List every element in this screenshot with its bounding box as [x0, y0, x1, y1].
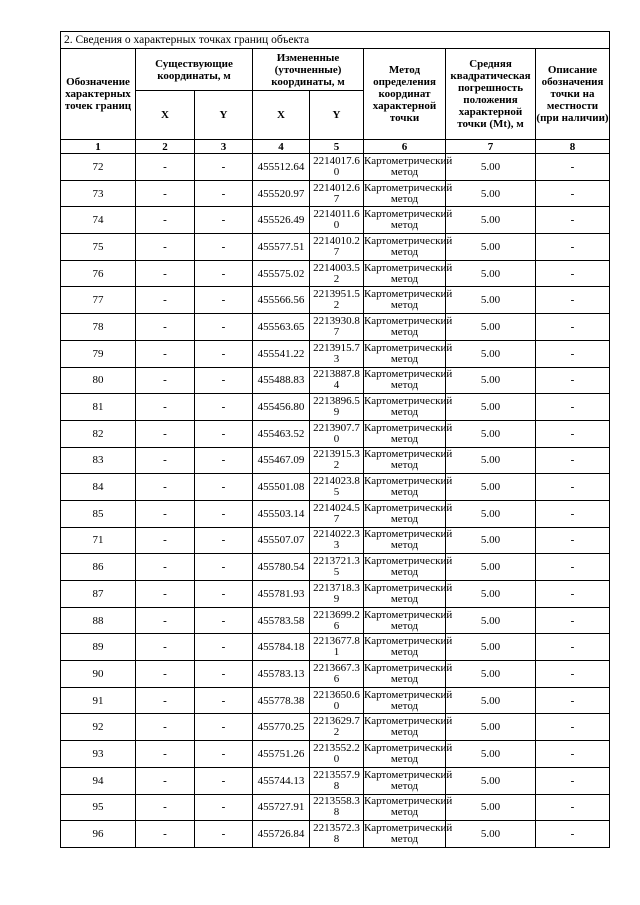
cell-mean-square-error: 5.00 [446, 714, 536, 741]
table-row [61, 287, 610, 314]
cell-mean-square-error: 5.00 [446, 527, 536, 554]
cell-description: - [536, 714, 610, 741]
cell-point-number: 89 [61, 634, 136, 661]
cell-description: - [536, 287, 610, 314]
cell-description: - [536, 687, 610, 714]
column-number: 3 [195, 140, 253, 154]
cell-existing-x: - [136, 394, 195, 421]
cell-point-number: 95 [61, 794, 136, 821]
cell-existing-y: - [195, 794, 253, 821]
cell-changed-y: 2213907.70 [310, 420, 364, 447]
cell-changed-y: 2213887.84 [310, 367, 364, 394]
cell-changed-y: 2213896.59 [310, 394, 364, 421]
cell-method: Картометрический метод [364, 687, 446, 714]
cell-existing-x: - [136, 260, 195, 287]
cell-changed-x: 455507.07 [253, 527, 310, 554]
cell-changed-x: 455783.13 [253, 661, 310, 688]
cell-mean-square-error: 5.00 [446, 741, 536, 768]
cell-point-number: 75 [61, 234, 136, 261]
cell-method: Картометрический метод [364, 447, 446, 474]
cell-existing-x: - [136, 447, 195, 474]
cell-changed-y: 2213667.36 [310, 661, 364, 688]
cell-existing-x: - [136, 767, 195, 794]
cell-point-number: 96 [61, 821, 136, 848]
cell-existing-x: - [136, 314, 195, 341]
cell-changed-y: 2213718.39 [310, 581, 364, 608]
table-row [61, 687, 610, 714]
cell-changed-y: 2214010.27 [310, 234, 364, 261]
cell-existing-x: - [136, 527, 195, 554]
cell-description: - [536, 154, 610, 181]
column-number: 7 [446, 140, 536, 154]
cell-changed-y: 2213951.52 [310, 287, 364, 314]
header-changed-y: Y [310, 91, 364, 140]
cell-changed-x: 455541.22 [253, 340, 310, 367]
table-row [61, 340, 610, 367]
boundary-points-table [60, 31, 610, 848]
cell-existing-y: - [195, 234, 253, 261]
table-row [61, 154, 610, 181]
table-row [61, 474, 610, 501]
table-row [61, 447, 610, 474]
cell-changed-x: 455526.49 [253, 207, 310, 234]
cell-existing-y: - [195, 154, 253, 181]
table-body [61, 154, 610, 848]
cell-method: Картометрический метод [364, 607, 446, 634]
cell-existing-x: - [136, 661, 195, 688]
cell-mean-square-error: 5.00 [446, 420, 536, 447]
cell-changed-y: 2213557.98 [310, 767, 364, 794]
cell-existing-y: - [195, 314, 253, 341]
cell-method: Картометрический метод [364, 581, 446, 608]
cell-existing-x: - [136, 581, 195, 608]
cell-changed-x: 455563.65 [253, 314, 310, 341]
cell-changed-x: 455456.80 [253, 394, 310, 421]
cell-existing-y: - [195, 287, 253, 314]
cell-changed-y: 2213915.32 [310, 447, 364, 474]
table-row [61, 607, 610, 634]
cell-mean-square-error: 5.00 [446, 554, 536, 581]
cell-changed-y: 2214023.85 [310, 474, 364, 501]
cell-mean-square-error: 5.00 [446, 821, 536, 848]
cell-point-number: 72 [61, 154, 136, 181]
cell-existing-x: - [136, 207, 195, 234]
column-number: 8 [536, 140, 610, 154]
cell-method: Картометрический метод [364, 634, 446, 661]
cell-mean-square-error: 5.00 [446, 314, 536, 341]
cell-existing-x: - [136, 340, 195, 367]
cell-changed-x: 455751.26 [253, 741, 310, 768]
cell-point-number: 81 [61, 394, 136, 421]
cell-point-number: 79 [61, 340, 136, 367]
table-row [61, 527, 610, 554]
cell-existing-y: - [195, 500, 253, 527]
table-row [61, 367, 610, 394]
cell-existing-y: - [195, 527, 253, 554]
table-row [61, 234, 610, 261]
cell-description: - [536, 634, 610, 661]
table-row [61, 500, 610, 527]
cell-existing-y: - [195, 420, 253, 447]
cell-description: - [536, 234, 610, 261]
column-number: 1 [61, 140, 136, 154]
cell-mean-square-error: 5.00 [446, 234, 536, 261]
cell-existing-x: - [136, 420, 195, 447]
cell-existing-y: - [195, 367, 253, 394]
cell-changed-y: 2213650.60 [310, 687, 364, 714]
cell-mean-square-error: 5.00 [446, 394, 536, 421]
cell-point-number: 91 [61, 687, 136, 714]
cell-existing-x: - [136, 367, 195, 394]
cell-point-number: 77 [61, 287, 136, 314]
cell-mean-square-error: 5.00 [446, 260, 536, 287]
cell-existing-x: - [136, 687, 195, 714]
cell-description: - [536, 420, 610, 447]
table-row [61, 794, 610, 821]
cell-existing-y: - [195, 821, 253, 848]
cell-method: Картометрический метод [364, 234, 446, 261]
cell-method: Картометрический метод [364, 474, 446, 501]
cell-existing-x: - [136, 634, 195, 661]
cell-mean-square-error: 5.00 [446, 661, 536, 688]
header-existing-y: Y [195, 91, 253, 140]
table-row [61, 180, 610, 207]
cell-changed-x: 455503.14 [253, 500, 310, 527]
table-row [61, 821, 610, 848]
cell-changed-x: 455778.38 [253, 687, 310, 714]
column-number: 5 [310, 140, 364, 154]
cell-description: - [536, 554, 610, 581]
cell-existing-x: - [136, 180, 195, 207]
cell-point-number: 88 [61, 607, 136, 634]
cell-method: Картометрический метод [364, 287, 446, 314]
cell-description: - [536, 661, 610, 688]
cell-changed-x: 455727.91 [253, 794, 310, 821]
cell-description: - [536, 367, 610, 394]
cell-existing-y: - [195, 687, 253, 714]
header-existing-x: X [136, 91, 195, 140]
cell-existing-y: - [195, 340, 253, 367]
cell-mean-square-error: 5.00 [446, 367, 536, 394]
cell-mean-square-error: 5.00 [446, 474, 536, 501]
cell-description: - [536, 314, 610, 341]
cell-changed-y: 2213699.26 [310, 607, 364, 634]
cell-point-number: 73 [61, 180, 136, 207]
header-existing-coordinates: Существующие координаты, м [136, 49, 253, 91]
cell-point-number: 76 [61, 260, 136, 287]
cell-changed-y: 2214011.60 [310, 207, 364, 234]
cell-mean-square-error: 5.00 [446, 687, 536, 714]
cell-changed-x: 455726.84 [253, 821, 310, 848]
cell-existing-x: - [136, 741, 195, 768]
cell-changed-y: 2213721.35 [310, 554, 364, 581]
cell-method: Картометрический метод [364, 741, 446, 768]
cell-existing-x: - [136, 154, 195, 181]
cell-existing-x: - [136, 714, 195, 741]
cell-changed-y: 2213629.72 [310, 714, 364, 741]
cell-mean-square-error: 5.00 [446, 287, 536, 314]
cell-point-number: 86 [61, 554, 136, 581]
cell-description: - [536, 794, 610, 821]
cell-description: - [536, 500, 610, 527]
cell-existing-y: - [195, 554, 253, 581]
cell-changed-y: 2213558.38 [310, 794, 364, 821]
cell-mean-square-error: 5.00 [446, 607, 536, 634]
cell-mean-square-error: 5.00 [446, 207, 536, 234]
cell-method: Картометрический метод [364, 367, 446, 394]
cell-description: - [536, 207, 610, 234]
cell-method: Картометрический метод [364, 314, 446, 341]
cell-description: - [536, 821, 610, 848]
header-method: Метод определения координат характерной точки [364, 49, 446, 140]
cell-point-number: 87 [61, 581, 136, 608]
cell-existing-y: - [195, 447, 253, 474]
cell-existing-x: - [136, 794, 195, 821]
cell-method: Картометрический метод [364, 260, 446, 287]
cell-method: Картометрический метод [364, 340, 446, 367]
cell-description: - [536, 260, 610, 287]
cell-changed-x: 455488.83 [253, 367, 310, 394]
column-number: 4 [253, 140, 310, 154]
cell-existing-x: - [136, 554, 195, 581]
cell-mean-square-error: 5.00 [446, 794, 536, 821]
cell-mean-square-error: 5.00 [446, 767, 536, 794]
table-row [61, 634, 610, 661]
table-row [61, 260, 610, 287]
table-row [61, 714, 610, 741]
cell-existing-y: - [195, 180, 253, 207]
cell-point-number: 94 [61, 767, 136, 794]
cell-existing-y: - [195, 714, 253, 741]
cell-changed-x: 455467.09 [253, 447, 310, 474]
cell-point-number: 78 [61, 314, 136, 341]
cell-changed-x: 455744.13 [253, 767, 310, 794]
cell-changed-y: 2214003.52 [310, 260, 364, 287]
cell-changed-x: 455575.02 [253, 260, 310, 287]
table-row [61, 661, 610, 688]
cell-changed-y: 2213572.38 [310, 821, 364, 848]
header-changed-coordinates: Измененные (уточненные) координаты, м [253, 49, 364, 91]
cell-point-number: 92 [61, 714, 136, 741]
cell-method: Картометрический метод [364, 527, 446, 554]
table-row [61, 314, 610, 341]
cell-existing-x: - [136, 474, 195, 501]
cell-existing-y: - [195, 394, 253, 421]
cell-method: Картометрический метод [364, 554, 446, 581]
cell-method: Картометрический метод [364, 500, 446, 527]
cell-existing-y: - [195, 581, 253, 608]
cell-changed-x: 455577.51 [253, 234, 310, 261]
cell-method: Картометрический метод [364, 394, 446, 421]
column-number: 6 [364, 140, 446, 154]
cell-description: - [536, 474, 610, 501]
header-changed-x: X [253, 91, 310, 140]
cell-changed-x: 455512.64 [253, 154, 310, 181]
cell-existing-y: - [195, 260, 253, 287]
cell-changed-x: 455501.08 [253, 474, 310, 501]
cell-mean-square-error: 5.00 [446, 500, 536, 527]
cell-method: Картометрический метод [364, 794, 446, 821]
cell-existing-y: - [195, 661, 253, 688]
cell-changed-y: 2213930.87 [310, 314, 364, 341]
table-row [61, 767, 610, 794]
cell-changed-x: 455781.93 [253, 581, 310, 608]
cell-point-number: 71 [61, 527, 136, 554]
section-title: 2. Сведения о характерных точках границ объекта [61, 32, 610, 49]
cell-changed-x: 455780.54 [253, 554, 310, 581]
cell-existing-y: - [195, 741, 253, 768]
cell-description: - [536, 340, 610, 367]
cell-mean-square-error: 5.00 [446, 634, 536, 661]
cell-description: - [536, 447, 610, 474]
cell-changed-y: 2213677.81 [310, 634, 364, 661]
cell-changed-x: 455784.18 [253, 634, 310, 661]
cell-existing-y: - [195, 634, 253, 661]
cell-changed-y: 2214022.33 [310, 527, 364, 554]
cell-point-number: 90 [61, 661, 136, 688]
cell-changed-x: 455463.52 [253, 420, 310, 447]
cell-description: - [536, 527, 610, 554]
cell-existing-y: - [195, 207, 253, 234]
cell-existing-x: - [136, 821, 195, 848]
cell-mean-square-error: 5.00 [446, 340, 536, 367]
cell-changed-y: 2214012.67 [310, 180, 364, 207]
document-page [60, 31, 609, 848]
cell-description: - [536, 741, 610, 768]
table-row [61, 741, 610, 768]
cell-existing-x: - [136, 287, 195, 314]
cell-changed-y: 2214024.57 [310, 500, 364, 527]
cell-changed-x: 455783.58 [253, 607, 310, 634]
cell-mean-square-error: 5.00 [446, 154, 536, 181]
table-row [61, 420, 610, 447]
cell-method: Картометрический метод [364, 180, 446, 207]
cell-mean-square-error: 5.00 [446, 180, 536, 207]
cell-point-number: 93 [61, 741, 136, 768]
cell-changed-x: 455520.97 [253, 180, 310, 207]
cell-method: Картометрический метод [364, 154, 446, 181]
cell-method: Картометрический метод [364, 661, 446, 688]
cell-existing-x: - [136, 607, 195, 634]
column-number-row [61, 140, 610, 154]
header-description: Описание обозначения точки на местности (при наличии) [536, 49, 610, 140]
cell-existing-y: - [195, 767, 253, 794]
cell-point-number: 84 [61, 474, 136, 501]
cell-changed-y: 2213552.20 [310, 741, 364, 768]
header-point-designation: Обозначение характерных точек границ [61, 49, 136, 140]
cell-existing-x: - [136, 234, 195, 261]
cell-mean-square-error: 5.00 [446, 447, 536, 474]
cell-changed-y: 2214017.60 [310, 154, 364, 181]
cell-existing-x: - [136, 500, 195, 527]
cell-method: Картометрический метод [364, 420, 446, 447]
cell-point-number: 83 [61, 447, 136, 474]
column-number: 2 [136, 140, 195, 154]
cell-method: Картометрический метод [364, 207, 446, 234]
cell-point-number: 80 [61, 367, 136, 394]
cell-description: - [536, 607, 610, 634]
cell-changed-x: 455770.25 [253, 714, 310, 741]
cell-method: Картометрический метод [364, 714, 446, 741]
cell-point-number: 74 [61, 207, 136, 234]
cell-method: Картометрический метод [364, 767, 446, 794]
cell-description: - [536, 394, 610, 421]
cell-changed-y: 2213915.73 [310, 340, 364, 367]
cell-existing-y: - [195, 607, 253, 634]
table-row [61, 394, 610, 421]
cell-existing-y: - [195, 474, 253, 501]
table-row [61, 554, 610, 581]
cell-method: Картометрический метод [364, 821, 446, 848]
table-row [61, 207, 610, 234]
cell-point-number: 85 [61, 500, 136, 527]
cell-description: - [536, 767, 610, 794]
cell-description: - [536, 581, 610, 608]
cell-mean-square-error: 5.00 [446, 581, 536, 608]
table-row [61, 581, 610, 608]
cell-description: - [536, 180, 610, 207]
cell-point-number: 82 [61, 420, 136, 447]
cell-changed-x: 455566.56 [253, 287, 310, 314]
header-mean-square-error: Средняя квадратическая погрешность положения характерной точки (Mt), м [446, 49, 536, 140]
